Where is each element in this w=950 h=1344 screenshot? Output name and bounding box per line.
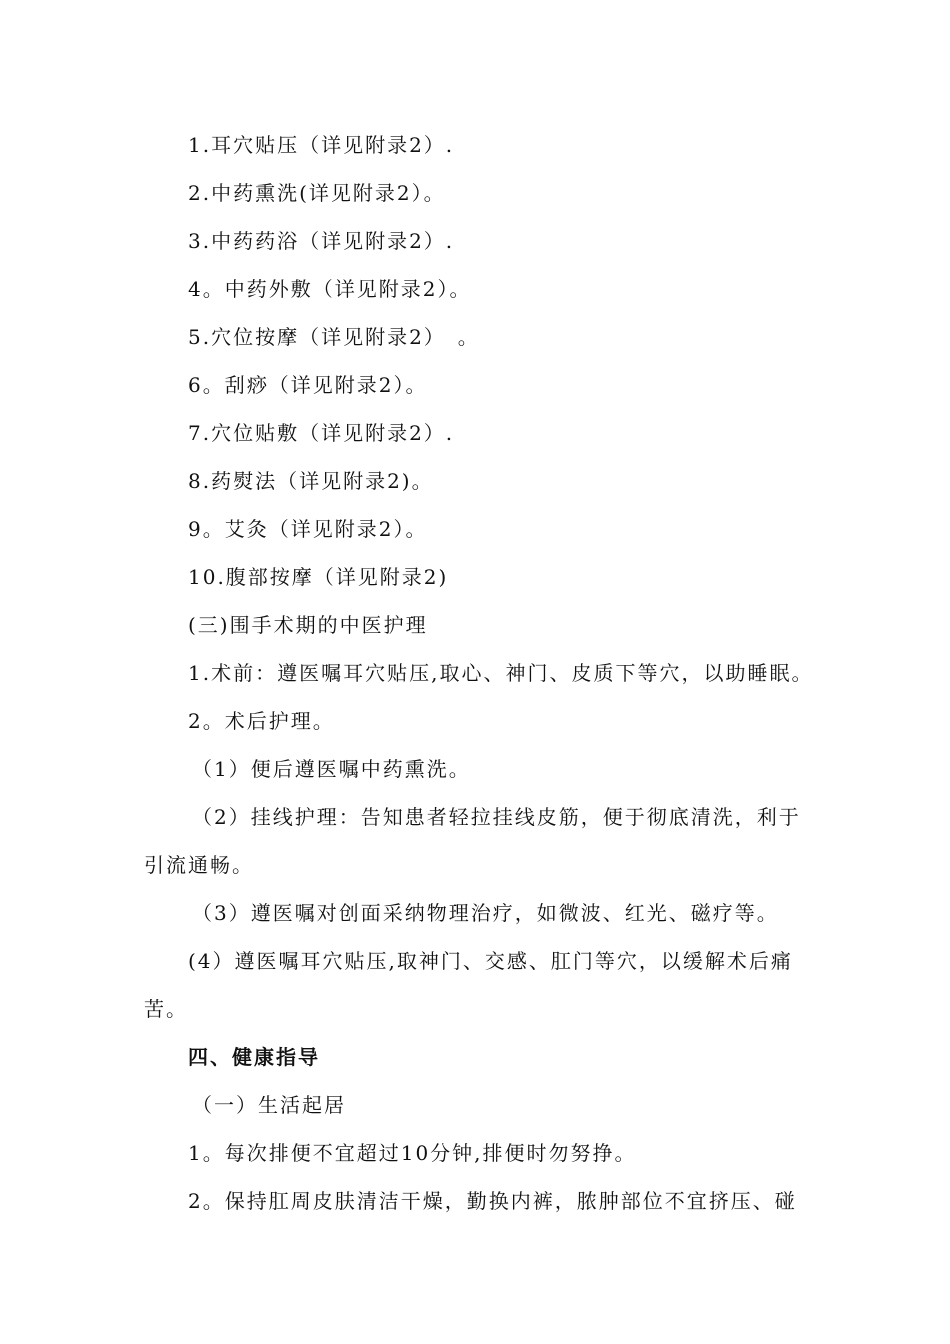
list-item-acupoint-massage: 5.穴位按摩（详见附录2） 。 — [188, 325, 480, 349]
list-item-gua-sha: 6。刮痧（详见附录2）。 — [188, 373, 428, 397]
paragraph-postoperative-2: （2）挂线护理：告知患者轻拉挂线皮筋，便于彻底清洗，利于 — [192, 805, 801, 829]
paragraph-daily-life-1: 1。每次排便不宜超过10分钟,排便时勿努挣。 — [188, 1141, 637, 1165]
paragraph-postoperative-title: 2。术后护理。 — [188, 709, 335, 733]
list-item-moxibustion: 9。艾灸（详见附录2）。 — [188, 517, 428, 541]
paragraph-postoperative-4: (4）遵医嘱耳穴贴压,取神门、交感、肛门等穴，以缓解术后痛 — [188, 949, 793, 973]
section-heading-perioperative: (三)围手术期的中医护理 — [188, 613, 428, 637]
paragraph-postoperative-3: （3）遵医嘱对创面采纳物理治疗，如微波、红光、磁疗等。 — [192, 901, 779, 925]
paragraph-preoperative: 1.术前：遵医嘱耳穴贴压,取心、神门、皮质下等穴，以助睡眠。 — [188, 661, 814, 685]
list-item-herbal-bath: 3.中药药浴（详见附录2）. — [188, 229, 455, 253]
list-item-abdominal-massage: 10.腹部按摩（详见附录2) — [188, 565, 449, 589]
list-item-herbal-fumigation: 2.中药熏洗(详见附录2）。 — [188, 181, 446, 205]
paragraph-postoperative-1: （1）便后遵医嘱中药熏洗。 — [192, 757, 471, 781]
list-item-hot-compress: 8.药熨法（详见附录2)。 — [188, 469, 434, 493]
paragraph-daily-life-2: 2。保持肛周皮肤清洁干燥，勤换内裤，脓肿部位不宜挤压、碰 — [188, 1189, 797, 1213]
list-item-herbal-compress: 4。中药外敷（详见附录2）。 — [188, 277, 472, 301]
subsection-heading-daily-life: （一）生活起居 — [192, 1093, 346, 1117]
paragraph-postoperative-4-cont: 苦。 — [144, 997, 188, 1021]
list-item-ear-acupoint: 1.耳穴贴压（详见附录2）. — [188, 133, 455, 157]
list-item-acupoint-application: 7.穴位贴敷（详见附录2）. — [188, 421, 455, 445]
paragraph-postoperative-2-cont: 引流通畅。 — [144, 853, 254, 877]
section-heading-health-guidance: 四、健康指导 — [188, 1045, 320, 1069]
